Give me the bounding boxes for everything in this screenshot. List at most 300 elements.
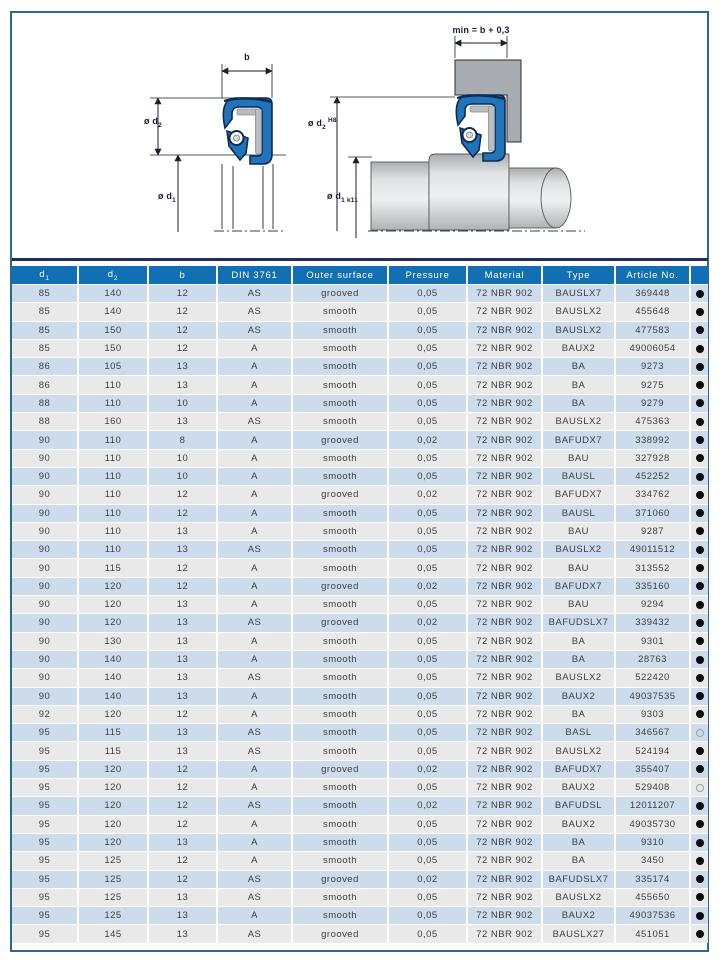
table-cell: 130 xyxy=(78,632,148,650)
table-cell: 95 xyxy=(12,742,78,760)
table-cell: grooved xyxy=(292,285,388,303)
table-cell: grooved xyxy=(292,760,388,778)
table-cell: 0,05 xyxy=(388,449,467,467)
availability-cell xyxy=(690,577,708,595)
table-cell: 0,05 xyxy=(388,522,467,540)
availability-dot-filled xyxy=(696,747,704,755)
availability-cell xyxy=(690,486,708,504)
table-cell: smooth xyxy=(292,669,388,687)
table-cell: 334762 xyxy=(615,486,690,504)
table-cell: 90 xyxy=(12,541,78,559)
table-cell: grooved xyxy=(292,431,388,449)
table-cell: 90 xyxy=(12,431,78,449)
table-cell: 110 xyxy=(78,449,148,467)
table-cell: 477583 xyxy=(615,321,690,339)
table-cell: 0,02 xyxy=(388,760,467,778)
table-cell: 110 xyxy=(78,541,148,559)
table-cell: 452252 xyxy=(615,467,690,485)
table-cell: 72 NBR 902 xyxy=(467,888,542,906)
table-cell: smooth xyxy=(292,907,388,925)
table-row xyxy=(12,303,708,321)
table-cell: grooved xyxy=(292,577,388,595)
availability-cell xyxy=(690,669,708,687)
table-cell: 13 xyxy=(148,687,217,705)
table-cell: 0,02 xyxy=(388,431,467,449)
table-cell: A xyxy=(217,358,292,376)
table-cell: 0,05 xyxy=(388,724,467,742)
table-cell: 0,05 xyxy=(388,705,467,723)
availability-cell xyxy=(690,687,708,705)
table-cell: grooved xyxy=(292,614,388,632)
table-cell: 10 xyxy=(148,467,217,485)
availability-cell xyxy=(690,285,708,303)
table-cell: 0,02 xyxy=(388,577,467,595)
availability-cell xyxy=(690,376,708,394)
table-cell: BAUX2 xyxy=(542,339,615,357)
table-cell: 90 xyxy=(12,596,78,614)
table-cell: BA xyxy=(542,376,615,394)
table-cell: 90 xyxy=(12,449,78,467)
table-cell: 90 xyxy=(12,522,78,540)
table-cell: 524194 xyxy=(615,742,690,760)
table-cell: 12 xyxy=(148,797,217,815)
table-cell: 72 NBR 902 xyxy=(467,504,542,522)
table-cell: 95 xyxy=(12,852,78,870)
table-cell: 0,05 xyxy=(388,321,467,339)
table-cell: A xyxy=(217,394,292,412)
availability-cell xyxy=(690,559,708,577)
table-cell: 346567 xyxy=(615,724,690,742)
table-cell: A xyxy=(217,486,292,504)
availability-dot-filled xyxy=(696,290,704,298)
table-cell: 339432 xyxy=(615,614,690,632)
table-cell: 12 xyxy=(148,705,217,723)
availability-cell xyxy=(690,467,708,485)
table-cell: 72 NBR 902 xyxy=(467,907,542,925)
table-cell: 72 NBR 902 xyxy=(467,815,542,833)
table-cell: 110 xyxy=(78,394,148,412)
availability-dot-filled xyxy=(696,637,704,645)
table-cell: 92 xyxy=(12,705,78,723)
table-cell: 451051 xyxy=(615,925,690,943)
header-pressure: Pressure xyxy=(388,266,467,285)
table-cell: smooth xyxy=(292,413,388,431)
table-cell: A xyxy=(217,760,292,778)
table-cell: 8 xyxy=(148,431,217,449)
dim-label-d2-h8: ø $d_2$ $^{H8}$ xyxy=(308,117,337,131)
table-cell: smooth xyxy=(292,522,388,540)
availability-cell xyxy=(690,907,708,925)
table-cell: 313552 xyxy=(615,559,690,577)
header-d1: $d_1$ xyxy=(12,266,78,285)
table-cell: 72 NBR 902 xyxy=(467,449,542,467)
table-cell: 0,05 xyxy=(388,907,467,925)
table-cell: 0,05 xyxy=(388,376,467,394)
table-cell: BAU xyxy=(542,522,615,540)
availability-cell xyxy=(690,358,708,376)
table-cell: BA xyxy=(542,852,615,870)
table-cell: 86 xyxy=(12,358,78,376)
availability-dot-filled xyxy=(696,692,704,700)
table-cell: 72 NBR 902 xyxy=(467,870,542,888)
table-cell: 13 xyxy=(148,888,217,906)
availability-dot-filled xyxy=(696,418,704,426)
table-row xyxy=(12,888,708,906)
table-row xyxy=(12,614,708,632)
table-cell: 150 xyxy=(78,321,148,339)
table-cell: AS xyxy=(217,303,292,321)
table-cell: A xyxy=(217,467,292,485)
table-row xyxy=(12,559,708,577)
table-cell: 0,02 xyxy=(388,486,467,504)
table-cell: 455650 xyxy=(615,888,690,906)
table-cell: BAUX2 xyxy=(542,815,615,833)
table-row xyxy=(12,285,708,303)
table-cell: 369448 xyxy=(615,285,690,303)
availability-dot-filled xyxy=(696,564,704,572)
table-cell: 140 xyxy=(78,303,148,321)
table-row xyxy=(12,779,708,797)
table-cell: 72 NBR 902 xyxy=(467,650,542,668)
table-cell: 125 xyxy=(78,870,148,888)
table-cell: 12 xyxy=(148,303,217,321)
table-cell: smooth xyxy=(292,541,388,559)
table-cell: A xyxy=(217,376,292,394)
table-cell: 90 xyxy=(12,577,78,595)
table-cell: 13 xyxy=(148,541,217,559)
table-cell: 150 xyxy=(78,339,148,357)
table-cell: 90 xyxy=(12,504,78,522)
table-cell: 160 xyxy=(78,413,148,431)
table-cell: 72 NBR 902 xyxy=(467,669,542,687)
table-cell: 9301 xyxy=(615,632,690,650)
table-cell: 105 xyxy=(78,358,148,376)
table-cell: 10 xyxy=(148,394,217,412)
table-cell: smooth xyxy=(292,358,388,376)
table-row xyxy=(12,669,708,687)
availability-cell xyxy=(690,815,708,833)
table-cell: 0,02 xyxy=(388,870,467,888)
table-cell: 90 xyxy=(12,614,78,632)
table-row xyxy=(12,449,708,467)
table-cell: BAFUDX7 xyxy=(542,486,615,504)
table-cell: 13 xyxy=(148,742,217,760)
table-cell: 13 xyxy=(148,833,217,851)
table-row xyxy=(12,504,708,522)
table-row xyxy=(12,852,708,870)
table-cell: BAUSLX2 xyxy=(542,541,615,559)
table-cell: 13 xyxy=(148,669,217,687)
table-cell: 475363 xyxy=(615,413,690,431)
table-cell: 72 NBR 902 xyxy=(467,852,542,870)
table-cell: smooth xyxy=(292,815,388,833)
header-b: b xyxy=(148,266,217,285)
table-cell: 120 xyxy=(78,833,148,851)
table-cell: 9273 xyxy=(615,358,690,376)
availability-dot-filled xyxy=(696,546,704,554)
table-cell: 0,05 xyxy=(388,358,467,376)
table-cell: smooth xyxy=(292,705,388,723)
table-cell: 12 xyxy=(148,321,217,339)
table-row xyxy=(12,394,708,412)
table-cell: 145 xyxy=(78,925,148,943)
table-cell: 120 xyxy=(78,596,148,614)
table-cell: AS xyxy=(217,413,292,431)
table-row xyxy=(12,742,708,760)
table-cell: 115 xyxy=(78,559,148,577)
table-cell: 335174 xyxy=(615,870,690,888)
table-cell: 72 NBR 902 xyxy=(467,577,542,595)
table-cell: BAUSL xyxy=(542,467,615,485)
table-cell: 95 xyxy=(12,888,78,906)
table-cell: 13 xyxy=(148,632,217,650)
table-row xyxy=(12,833,708,851)
table-cell: 120 xyxy=(78,614,148,632)
table-cell: 12011207 xyxy=(615,797,690,815)
table-row xyxy=(12,413,708,431)
availability-dot-open xyxy=(696,784,704,792)
availability-dot-open xyxy=(696,729,704,737)
table-cell: 49037535 xyxy=(615,687,690,705)
table-cell: 95 xyxy=(12,870,78,888)
table-cell: 125 xyxy=(78,888,148,906)
table-cell: 95 xyxy=(12,760,78,778)
table-cell: 12 xyxy=(148,577,217,595)
table-cell: grooved xyxy=(292,486,388,504)
header-type: Type xyxy=(542,266,615,285)
table-cell: 28763 xyxy=(615,650,690,668)
table-cell: AS xyxy=(217,870,292,888)
table-row xyxy=(12,650,708,668)
table-cell: 95 xyxy=(12,724,78,742)
header-availability xyxy=(690,266,708,285)
table-cell: 338992 xyxy=(615,431,690,449)
seal-size-table xyxy=(12,266,708,943)
table-cell: 140 xyxy=(78,669,148,687)
table-cell: BA xyxy=(542,705,615,723)
table-cell: BAUSLX7 xyxy=(542,285,615,303)
table-cell: 110 xyxy=(78,486,148,504)
availability-dot-filled xyxy=(696,326,704,334)
table-cell: A xyxy=(217,504,292,522)
table-cell: 9294 xyxy=(615,596,690,614)
table-row xyxy=(12,870,708,888)
availability-dot-filled xyxy=(696,802,704,810)
table-cell: 13 xyxy=(148,413,217,431)
table-cell: BAFUDSLX7 xyxy=(542,614,615,632)
table-cell: 0,05 xyxy=(388,339,467,357)
table-cell: 95 xyxy=(12,925,78,943)
table-cell: smooth xyxy=(292,888,388,906)
table-cell: 120 xyxy=(78,760,148,778)
table-cell: BAFUDSL xyxy=(542,797,615,815)
table-cell: BAUX2 xyxy=(542,907,615,925)
table-cell: 12 xyxy=(148,815,217,833)
table-cell: smooth xyxy=(292,852,388,870)
table-cell: 0,02 xyxy=(388,797,467,815)
availability-cell xyxy=(690,339,708,357)
table-top-rule xyxy=(12,258,708,261)
table-cell: 49035730 xyxy=(615,815,690,833)
table-cell: 85 xyxy=(12,285,78,303)
left-seal-view xyxy=(150,64,286,232)
table-cell: 335160 xyxy=(615,577,690,595)
table-cell: AS xyxy=(217,321,292,339)
table-cell: 0,05 xyxy=(388,559,467,577)
table-cell: 0,05 xyxy=(388,888,467,906)
availability-cell xyxy=(690,650,708,668)
table-cell: 120 xyxy=(78,705,148,723)
table-cell: AS xyxy=(217,285,292,303)
technical-drawing xyxy=(12,16,708,256)
table-cell: 85 xyxy=(12,339,78,357)
table-cell: 72 NBR 902 xyxy=(467,413,542,431)
table-row xyxy=(12,486,708,504)
table-cell: BA xyxy=(542,394,615,412)
table-cell: 13 xyxy=(148,358,217,376)
table-cell: 0,05 xyxy=(388,285,467,303)
table-cell: BA xyxy=(542,833,615,851)
table-cell: 72 NBR 902 xyxy=(467,522,542,540)
table-cell: smooth xyxy=(292,779,388,797)
table-cell: BASL xyxy=(542,724,615,742)
availability-dot-filled xyxy=(696,509,704,517)
table-cell: smooth xyxy=(292,339,388,357)
table-cell: AS xyxy=(217,724,292,742)
table-cell: BAFUDX7 xyxy=(542,577,615,595)
table-row xyxy=(12,321,708,339)
table-cell: 90 xyxy=(12,467,78,485)
table-cell: 0,05 xyxy=(388,742,467,760)
table-cell: 120 xyxy=(78,577,148,595)
table-cell: BAFUDX7 xyxy=(542,431,615,449)
table-cell: 110 xyxy=(78,522,148,540)
table-cell: 0,05 xyxy=(388,596,467,614)
table-cell: A xyxy=(217,339,292,357)
availability-cell xyxy=(690,541,708,559)
table-row xyxy=(12,632,708,650)
table-cell: 140 xyxy=(78,650,148,668)
table-cell: 120 xyxy=(78,815,148,833)
table-cell: 72 NBR 902 xyxy=(467,797,542,815)
table-cell: BAFUDX7 xyxy=(542,760,615,778)
table-cell: A xyxy=(217,779,292,797)
table-cell: A xyxy=(217,431,292,449)
table-cell: smooth xyxy=(292,833,388,851)
table-cell: A xyxy=(217,833,292,851)
table-cell: AS xyxy=(217,797,292,815)
availability-cell xyxy=(690,852,708,870)
table-cell: 90 xyxy=(12,669,78,687)
table-cell: 140 xyxy=(78,285,148,303)
table-cell: 95 xyxy=(12,815,78,833)
availability-cell xyxy=(690,632,708,650)
table-cell: BAUSLX2 xyxy=(542,321,615,339)
table-cell: 72 NBR 902 xyxy=(467,760,542,778)
table-cell: 13 xyxy=(148,614,217,632)
availability-cell xyxy=(690,742,708,760)
table-cell: A xyxy=(217,907,292,925)
table-cell: 0,05 xyxy=(388,504,467,522)
table-cell: grooved xyxy=(292,925,388,943)
table-row xyxy=(12,467,708,485)
table-cell: 12 xyxy=(148,760,217,778)
table-cell: 95 xyxy=(12,779,78,797)
table-cell: 72 NBR 902 xyxy=(467,376,542,394)
table-cell: BAUSLX27 xyxy=(542,925,615,943)
availability-cell xyxy=(690,797,708,815)
availability-dot-filled xyxy=(696,436,704,444)
table-cell: 90 xyxy=(12,687,78,705)
availability-cell xyxy=(690,724,708,742)
table-cell: A xyxy=(217,705,292,723)
table-cell: A xyxy=(217,449,292,467)
table-cell: 72 NBR 902 xyxy=(467,596,542,614)
table-cell: smooth xyxy=(292,376,388,394)
table-cell: 95 xyxy=(12,833,78,851)
table-cell: BAUSLX2 xyxy=(542,669,615,687)
table-row xyxy=(12,339,708,357)
table-cell: BAU xyxy=(542,449,615,467)
table-cell: AS xyxy=(217,742,292,760)
table-row xyxy=(12,376,708,394)
table-cell: smooth xyxy=(292,394,388,412)
table-cell: 49006054 xyxy=(615,339,690,357)
table-cell: A xyxy=(217,687,292,705)
availability-dot-filled xyxy=(696,582,704,590)
table-cell: 72 NBR 902 xyxy=(467,833,542,851)
availability-dot-filled xyxy=(696,473,704,481)
seal-cross-section-diagram xyxy=(12,16,708,256)
table-cell: 125 xyxy=(78,852,148,870)
availability-dot-filled xyxy=(696,399,704,407)
table-cell: 72 NBR 902 xyxy=(467,285,542,303)
table-cell: 120 xyxy=(78,797,148,815)
table-cell: BA xyxy=(542,632,615,650)
table-row xyxy=(12,596,708,614)
availability-cell xyxy=(690,888,708,906)
table-cell: 72 NBR 902 xyxy=(467,339,542,357)
table-row xyxy=(12,907,708,925)
table-cell: grooved xyxy=(292,870,388,888)
table-cell: AS xyxy=(217,888,292,906)
table-cell: 0,05 xyxy=(388,467,467,485)
table-cell: 13 xyxy=(148,650,217,668)
availability-dot-filled xyxy=(696,839,704,847)
table-cell: 115 xyxy=(78,742,148,760)
table-cell: 9275 xyxy=(615,376,690,394)
table-row xyxy=(12,724,708,742)
availability-dot-filled xyxy=(696,765,704,773)
availability-dot-filled xyxy=(696,308,704,316)
table-cell: AS xyxy=(217,614,292,632)
availability-cell xyxy=(690,522,708,540)
table-cell: smooth xyxy=(292,449,388,467)
availability-cell xyxy=(690,321,708,339)
availability-dot-filled xyxy=(696,674,704,682)
table-cell: BA xyxy=(542,358,615,376)
table-cell: A xyxy=(217,522,292,540)
table-cell: 12 xyxy=(148,779,217,797)
table-row xyxy=(12,431,708,449)
table-cell: 72 NBR 902 xyxy=(467,467,542,485)
table-row xyxy=(12,577,708,595)
table-cell: BAUSLX2 xyxy=(542,742,615,760)
dim-label-d1: ø $d_1$ xyxy=(158,191,176,204)
table-cell: smooth xyxy=(292,596,388,614)
availability-cell xyxy=(690,413,708,431)
availability-cell xyxy=(690,870,708,888)
